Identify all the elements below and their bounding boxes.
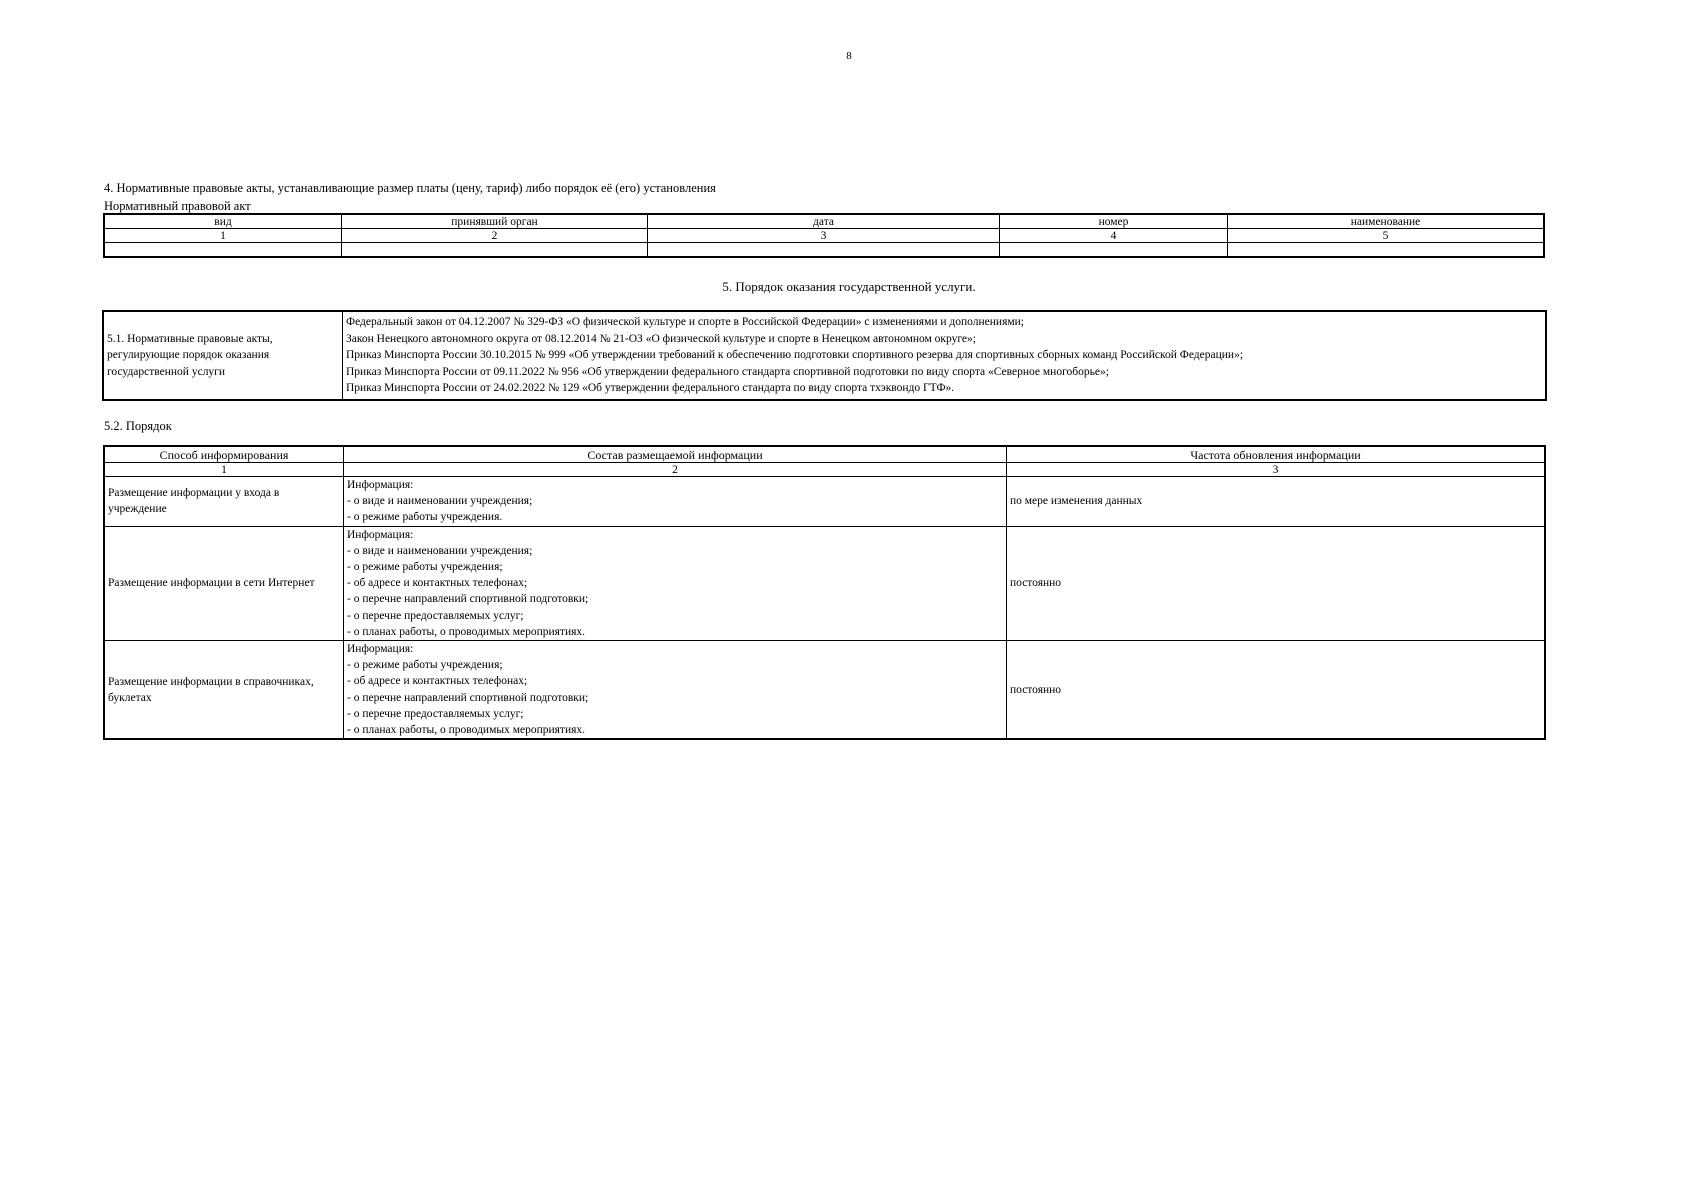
regulatory-acts-list	[343, 311, 1547, 400]
table-number-row	[104, 463, 1545, 477]
column-header-date: дата	[648, 214, 1000, 229]
column-number: 1	[104, 463, 344, 477]
table-cell	[104, 243, 342, 258]
update-frequency: постоянно	[1007, 526, 1546, 640]
page-number: 8	[846, 50, 852, 62]
list-item: - о режиме работы учреждения.	[347, 511, 503, 524]
section5-title: 5. Порядок оказания государственной услуги.	[722, 279, 976, 294]
list-item: - о режиме работы учреждения;	[347, 659, 503, 672]
list-item: - о перечне направлений спортивной подготовки;	[347, 691, 589, 704]
column-number: 2	[342, 229, 648, 243]
table-row	[104, 641, 1545, 740]
list-item: Федеральный закон от 04.12.2007 № 329-ФЗ «О физической культуре и спорте в Российской Федерации» с изменениями и дополнениями;	[346, 316, 1025, 328]
update-frequency: по мере изменения данных	[1007, 477, 1546, 527]
list-item: - о перечне направлений спортивной подготовки;	[347, 593, 589, 606]
table-row	[104, 477, 1545, 527]
list-item: Информация:	[347, 528, 414, 541]
list-item: - о виде и наименовании учреждения;	[347, 544, 533, 557]
list-item: Приказ Минспорта России от 09.11.2022 № 956 «Об утверждении федерального стандарта спортивной подготовки по виду спорта «Северное многоборье»;	[346, 365, 1109, 378]
informing-method: Размещение информации у входа в учреждение	[104, 477, 344, 527]
table-row	[104, 526, 1545, 640]
informing-method: Размещение информации в сети Интернет	[104, 526, 344, 640]
informing-content	[344, 477, 1007, 527]
table-cell	[1228, 243, 1545, 258]
list-item: - о виде и наименовании учреждения;	[347, 495, 533, 508]
table-header-row	[104, 214, 1544, 229]
list-item: Информация:	[347, 643, 414, 656]
informing-procedure-table	[103, 445, 1546, 740]
section4-title: 4. Нормативные правовые акты, устанавливающие размер платы (цену, тариф) либо порядок её (его) установления	[104, 181, 716, 195]
column-header-number: номер	[1000, 214, 1228, 229]
fee-acts-table	[103, 213, 1545, 258]
column-header-content: Состав размещаемой информации	[344, 446, 1007, 463]
table-row	[103, 311, 1546, 400]
column-header-name: наименование	[1228, 214, 1545, 229]
column-number: 5	[1228, 229, 1545, 243]
informing-method: Размещение информации в справочниках, буклетах	[104, 641, 344, 740]
informing-content	[344, 526, 1007, 640]
column-number: 3	[648, 229, 1000, 243]
list-item: - о планах работы, о проводимых мероприятиях.	[347, 625, 586, 638]
section52-title: 5.2. Порядок	[104, 419, 172, 433]
regulatory-acts-label: 5.1. Нормативные правовые акты, регулирующие порядок оказания государственной услуги	[103, 311, 343, 400]
table-row	[104, 243, 1544, 258]
normative-act-label: Нормативный правовой акт	[104, 199, 251, 213]
column-header-type: вид	[104, 214, 342, 229]
list-item: Приказ Минспорта России 30.10.2015 № 999 «Об утверждении требований к обеспечению подготовки спортивного резерва для спортивных сборных команд Российской Федерации»;	[346, 349, 1244, 361]
column-header-method: Способ информирования	[104, 446, 344, 463]
list-item: - об адресе и контактных телефонах;	[347, 675, 528, 688]
regulatory-acts-table	[102, 310, 1547, 401]
table-cell	[342, 243, 648, 258]
column-header-frequency: Частота обновления информации	[1007, 446, 1546, 463]
list-item: Закон Ненецкого автономного округа от 08.12.2014 № 21-ОЗ «О физической культуре и спорте в Ненецком автономном округе»;	[346, 332, 976, 345]
list-item: - о режиме работы учреждения;	[347, 561, 503, 574]
list-item: - об адресе и контактных телефонах;	[347, 577, 528, 590]
informing-content	[344, 641, 1007, 740]
column-number: 3	[1007, 463, 1546, 477]
column-number: 2	[344, 463, 1007, 477]
column-number: 1	[104, 229, 342, 243]
column-number: 4	[1000, 229, 1228, 243]
list-item: - о перечне предоставляемых услуг;	[347, 707, 524, 720]
table-header-row	[104, 446, 1545, 463]
table-cell	[1000, 243, 1228, 258]
column-header-authority: принявший орган	[342, 214, 648, 229]
list-item: Приказ Минспорта России от 24.02.2022 № 129 «Об утверждении федерального стандарта по виду спорта тхэквондо ГТФ».	[346, 382, 955, 394]
update-frequency: постоянно	[1007, 641, 1546, 740]
table-number-row	[104, 229, 1544, 243]
list-item: - о перечне предоставляемых услуг;	[347, 609, 524, 622]
list-item: Информация:	[347, 479, 414, 491]
table-cell	[648, 243, 1000, 258]
list-item: - о планах работы, о проводимых мероприятиях.	[347, 724, 586, 737]
